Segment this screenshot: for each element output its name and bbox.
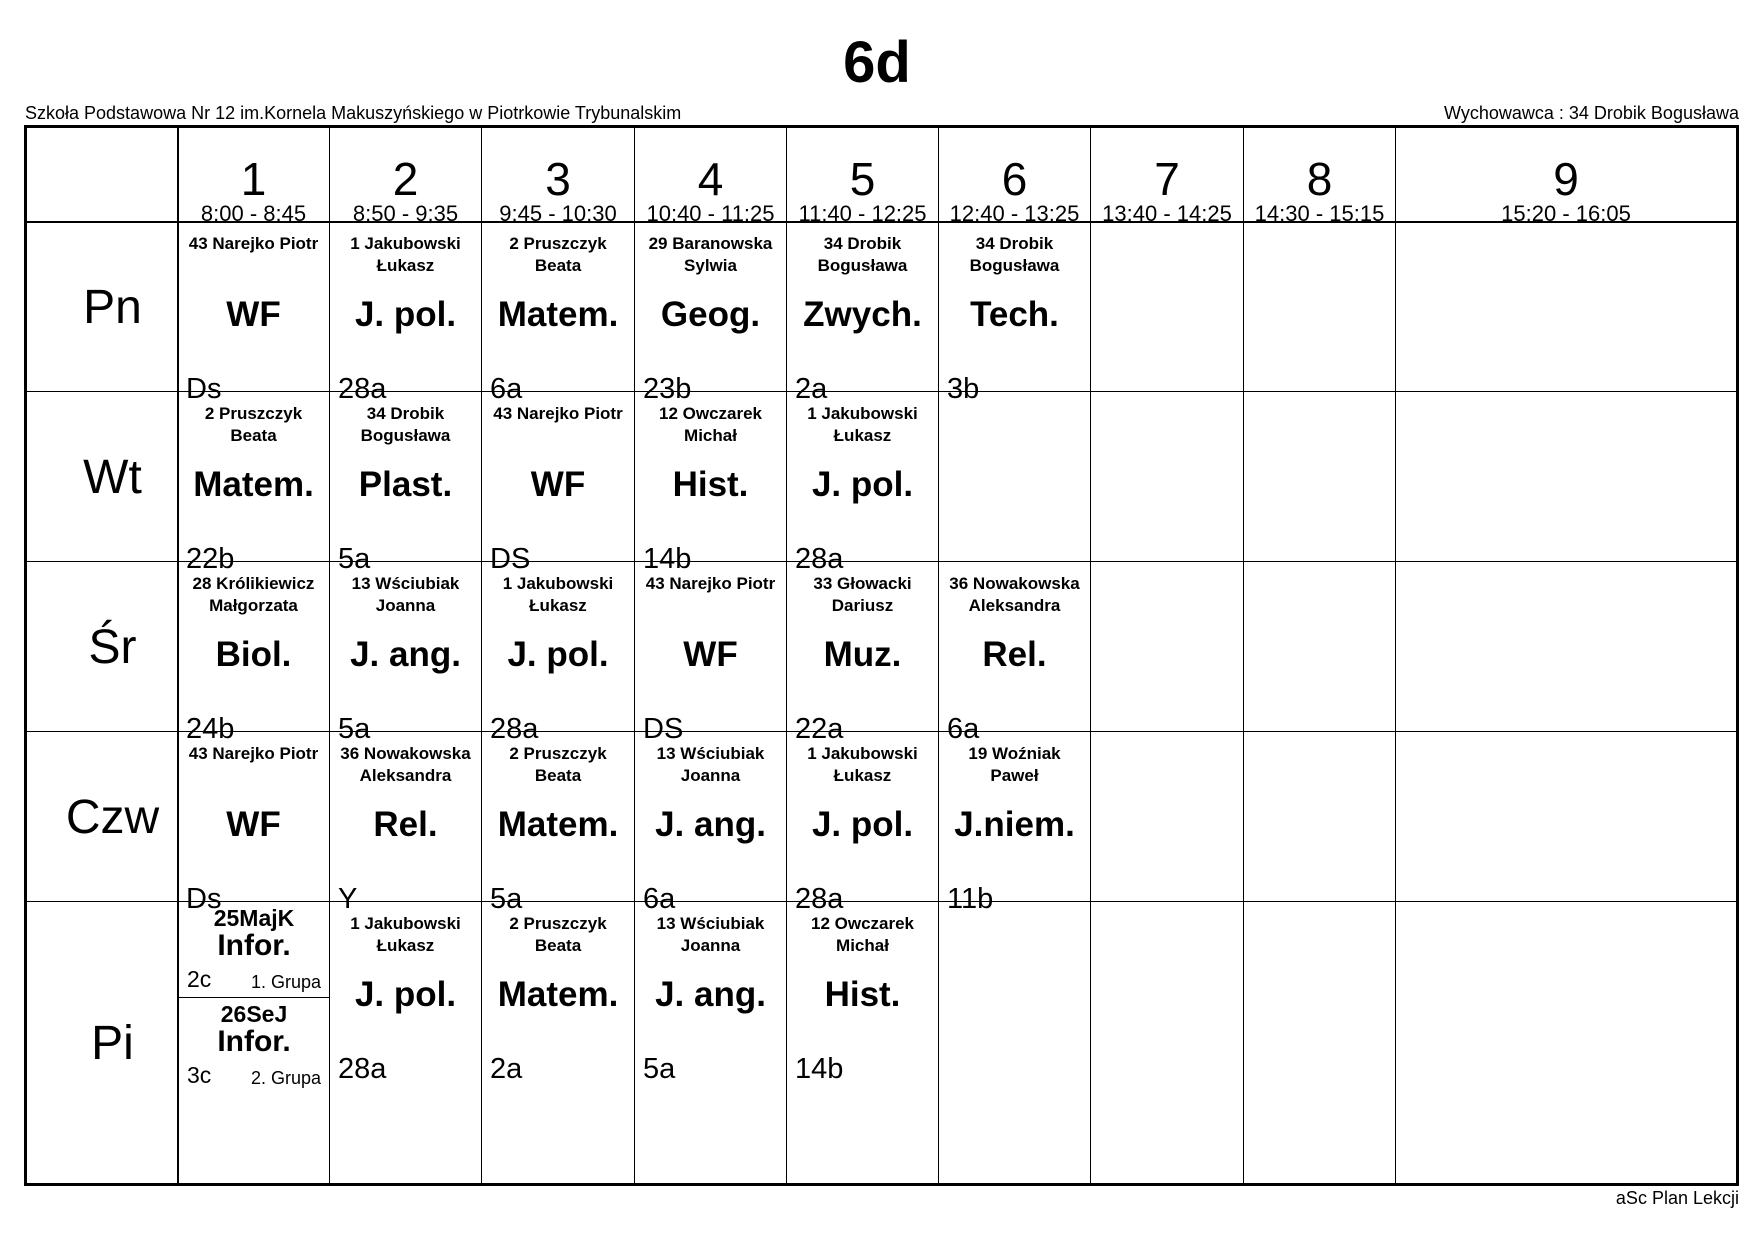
lesson-cell	[330, 223, 481, 405]
lesson-cell	[330, 563, 481, 745]
timetable-grid	[24, 125, 1739, 1186]
lesson-room: DS	[643, 713, 684, 745]
grid-line	[1090, 128, 1091, 1183]
lesson-teacher: 13 Wściubiak Joanna	[656, 744, 765, 785]
lesson-cell	[635, 393, 786, 575]
form-teacher: Wychowawca : 34 Drobik Bogusława	[1444, 103, 1739, 123]
lesson-subject: Rel.	[982, 635, 1047, 674]
lesson-cell	[330, 903, 481, 1183]
day-label: Pi	[91, 1016, 134, 1070]
grid-line	[27, 391, 1736, 392]
lesson-room: 5a	[338, 713, 371, 745]
lesson-teacher: 19 Woźniak Paweł	[968, 744, 1061, 785]
day-label: Śr	[88, 620, 137, 674]
lesson-subject: J. pol.	[811, 465, 914, 504]
lesson-cell	[939, 223, 1090, 405]
lesson-teacher: 34 Drobik Bogusława	[817, 234, 908, 275]
lesson-teacher: 2 Pruszczyk Beata	[509, 234, 607, 275]
lesson-room: 28a	[490, 713, 539, 745]
lesson-teacher: 36 Nowakowska Aleksandra	[340, 744, 471, 785]
lesson-room: 5a	[643, 1053, 676, 1085]
period-time: 8:50 - 9:35	[352, 201, 459, 226]
lesson-teacher: 1 Jakubowski Łukasz	[350, 234, 461, 275]
grid-line	[27, 901, 1736, 902]
day-label: Wt	[83, 450, 142, 504]
grid-line	[27, 731, 1736, 732]
lesson-subject: Matem.	[497, 805, 619, 844]
lesson-room: 24b	[186, 713, 235, 745]
lesson-room: 2c	[187, 966, 212, 992]
lesson-cell	[482, 733, 634, 915]
lesson-room: Y	[338, 883, 358, 915]
lesson-subject: Hist.	[824, 975, 901, 1014]
lesson-cell	[482, 903, 634, 1183]
lesson-teacher: 1 Jakubowski Łukasz	[807, 744, 918, 785]
lesson-room: 28a	[338, 373, 387, 405]
lesson-cell	[635, 563, 786, 745]
lesson-subject: WF	[530, 465, 586, 504]
lesson-teacher: 25MajK	[213, 905, 295, 931]
lesson-teacher: 33 Głowacki Dariusz	[813, 574, 912, 615]
lesson-cell	[787, 393, 938, 575]
lesson-teacher: 13 Wściubiak Joanna	[656, 914, 765, 955]
lesson-subject: Infor.	[217, 1025, 291, 1058]
lesson-room: 22a	[795, 713, 844, 745]
lesson-subject: WF	[226, 295, 281, 334]
period-time: 11:40 - 12:25	[798, 201, 927, 226]
lesson-group: 1. Grupa	[250, 972, 321, 992]
lesson-room: 28a	[795, 883, 844, 915]
lesson-cell	[482, 563, 634, 745]
lesson-subject: J. pol.	[354, 975, 457, 1014]
lesson-teacher: 43 Narejko Piotr	[493, 404, 623, 423]
lesson-room: 28a	[338, 1053, 387, 1085]
lesson-cell	[330, 393, 481, 575]
period-number: 5	[849, 153, 876, 205]
period-header	[178, 128, 329, 233]
lesson-room: 5a	[490, 883, 523, 915]
page-title: 6d	[843, 30, 911, 95]
lesson-teacher: 12 Owczarek Michał	[810, 914, 914, 955]
lesson-subject: WF	[226, 805, 281, 844]
day-label: Pn	[83, 280, 142, 334]
lesson-teacher: 12 Owczarek Michał	[658, 404, 762, 445]
period-time: 15:20 - 16:05	[1501, 201, 1631, 226]
lesson-cell	[787, 903, 938, 1183]
lesson-cell	[482, 393, 634, 575]
day-label: Czw	[65, 790, 160, 844]
lesson-room: 22b	[186, 543, 235, 575]
lesson-group: 2. Grupa	[250, 1068, 321, 1088]
lesson-cell	[178, 733, 329, 915]
period-time: 12:40 - 13:25	[949, 201, 1080, 226]
lesson-room: 5a	[338, 543, 371, 575]
period-number: 3	[545, 153, 571, 205]
lesson-teacher: 1 Jakubowski Łukasz	[502, 574, 614, 615]
period-number: 9	[1553, 153, 1579, 205]
period-header	[482, 128, 634, 233]
period-time: 13:40 - 14:25	[1102, 201, 1232, 226]
period-number: 7	[1154, 153, 1180, 205]
lesson-cell-split	[179, 903, 329, 1183]
period-header	[1091, 128, 1243, 233]
lesson-teacher: 28 Królikiewicz Małgorzata	[192, 574, 315, 615]
lesson-subject: J. ang.	[655, 805, 766, 844]
period-time: 10:40 - 11:25	[646, 201, 775, 226]
group-lesson	[179, 1001, 329, 1095]
lesson-teacher: 29 Baranowska Sylwia	[648, 234, 773, 275]
lesson-cell	[635, 733, 786, 915]
lesson-subject: Muz.	[823, 635, 902, 674]
group-divider	[179, 997, 329, 998]
lesson-subject: Matem.	[497, 295, 619, 334]
lesson-cell	[787, 733, 938, 915]
lesson-teacher: 2 Pruszczyk Beata	[204, 404, 303, 445]
school-name: Szkoła Podstawowa Nr 12 im.Kornela Makuszyńskiego w Piotrkowie Trybunalskim	[25, 103, 682, 123]
lesson-cell	[178, 393, 329, 575]
lesson-room: 2a	[795, 373, 828, 405]
lesson-subject: Hist.	[672, 465, 749, 504]
lesson-subject: Plast.	[358, 465, 453, 504]
lesson-room: 23b	[643, 373, 692, 405]
lesson-subject: Infor.	[217, 929, 291, 962]
period-time: 9:45 - 10:30	[499, 201, 617, 226]
lesson-subject: J. ang.	[655, 975, 766, 1014]
period-header	[787, 128, 938, 233]
period-number: 2	[392, 153, 419, 205]
group-lesson	[179, 905, 329, 999]
period-time: 14:30 - 15:15	[1254, 201, 1385, 226]
lesson-room: 2a	[490, 1053, 523, 1085]
lesson-room: Ds	[186, 373, 222, 405]
lesson-subject: Geog.	[660, 295, 761, 334]
lesson-cell	[787, 223, 938, 405]
lesson-room: 6a	[643, 883, 676, 915]
lesson-cell	[178, 223, 329, 405]
grid-line	[27, 561, 1736, 562]
lesson-room: 14b	[795, 1053, 844, 1085]
lesson-teacher: 36 Nowakowska Aleksandra	[949, 574, 1080, 615]
lesson-cell	[635, 903, 786, 1183]
lesson-cell	[178, 563, 329, 745]
lesson-cell	[635, 223, 786, 405]
period-number: 8	[1306, 153, 1333, 205]
lesson-cell	[939, 733, 1090, 915]
lesson-teacher: 34 Drobik Bogusława	[360, 404, 451, 445]
lesson-room: 14b	[643, 543, 692, 575]
lesson-teacher: 43 Narejko Piotr	[188, 744, 319, 763]
lesson-subject: Biol.	[215, 635, 292, 674]
grid-line	[1395, 128, 1396, 1183]
period-header	[1396, 128, 1736, 233]
lesson-room: 3c	[187, 1062, 212, 1088]
lesson-room: 11b	[947, 883, 994, 915]
lesson-teacher: 1 Jakubowski Łukasz	[807, 404, 918, 445]
lesson-room: 6a	[490, 373, 523, 405]
lesson-room: Ds	[186, 883, 222, 915]
lesson-room: 28a	[795, 543, 844, 575]
lesson-subject: J. pol.	[354, 295, 457, 334]
period-number: 1	[240, 153, 267, 205]
lesson-teacher: 13 Wściubiak Joanna	[351, 574, 460, 615]
lesson-subject: J. pol.	[811, 805, 914, 844]
period-number: 6	[1001, 153, 1028, 205]
lesson-subject: J.niem.	[954, 805, 1075, 844]
lesson-teacher: 26SeJ	[220, 1001, 288, 1027]
lesson-subject: WF	[683, 635, 738, 674]
lesson-subject: Zwych.	[803, 295, 922, 334]
lesson-subject: Matem.	[193, 465, 314, 504]
lesson-room: DS	[490, 543, 531, 575]
lesson-teacher: 43 Narejko Piotr	[645, 574, 776, 593]
lesson-room: 6a	[947, 713, 980, 745]
lesson-room: 3b	[947, 373, 980, 405]
footer-credit: aSc Plan Lekcji	[1615, 1188, 1739, 1208]
lesson-cell	[939, 563, 1090, 745]
lesson-subject: Tech.	[970, 295, 1059, 334]
period-header	[330, 128, 481, 233]
period-header	[939, 128, 1090, 233]
lesson-subject: J. pol.	[507, 635, 609, 674]
lesson-teacher: 2 Pruszczyk Beata	[509, 914, 607, 955]
lesson-teacher: 2 Pruszczyk Beata	[509, 744, 607, 785]
lesson-cell	[787, 563, 938, 745]
period-time: 8:00 - 8:45	[200, 201, 307, 226]
lesson-teacher: 1 Jakubowski Łukasz	[350, 914, 461, 955]
lesson-teacher: 34 Drobik Bogusława	[969, 234, 1060, 275]
lesson-cell	[482, 223, 634, 405]
lesson-teacher: 43 Narejko Piotr	[188, 234, 319, 253]
lesson-cell	[330, 733, 481, 915]
period-number: 4	[697, 153, 724, 205]
period-header	[1244, 128, 1395, 233]
grid-line	[1243, 128, 1244, 1183]
lesson-subject: Matem.	[497, 975, 619, 1014]
lesson-subject: Rel.	[373, 805, 438, 844]
lesson-subject: J. ang.	[350, 635, 461, 674]
period-header	[635, 128, 786, 233]
